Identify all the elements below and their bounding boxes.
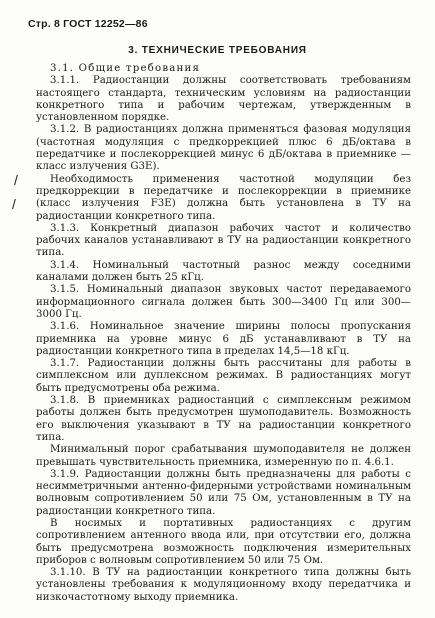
paragraph: 3.1.9. Радиостанции должны быть предназначены для работы с несимметричными антенно-фидерными устройствами номинальным волновым сопротивлением 50 или 75 Ом, установленным в ТУ на радиостанции конкретного типа. [36, 468, 411, 517]
margin-mark: / [12, 196, 16, 212]
paragraph: 3.1.3. Конкретный диапазон рабочих частот и количество рабочих каналов устанавливают в ТУ на радиостанции конкретного типа. [36, 222, 411, 259]
document-body [36, 63, 411, 604]
paragraph: Необходимость применения частотной модуляции без предкоррекции в передатчике и послекоррекции в приемнике (класс излучения F3E) должна быть установлена в ТУ на радиостанции конкретного типа. [36, 173, 411, 222]
paragraph: 3.1.5. Номинальный диапазон звуковых частот передаваемого информационного сигнала должен быть 300—3400 Гц или 300—3000 Гц. [36, 284, 411, 320]
subsection-heading: 3.1. Общие требования [50, 63, 201, 74]
page-header: Стр. 8 ГОСТ 12252—86 [28, 18, 148, 30]
paragraph: 3.1.2. В радиостанциях должна применяться фазовая модуляция (частотная модуляция с предкоррекцией плюс 6 дБ/октава в передатчике и послекоррекцией минус 6 дБ/октава в приемнике — класс излучения G3E). [36, 124, 411, 173]
section-title: 3. ТЕХНИЧЕСКИЕ ТРЕБОВАНИЯ [128, 45, 307, 56]
paragraph: 3.1.8. В приемниках радиостанций с симплексным режимом работы должен быть предусмотрен шумоподавитель. Возможность его выключения указывают в ТУ на радиостанции конкретного типа. [36, 395, 411, 443]
paragraph: В носимых и портативных радиостанциях с другим сопротивлением антенного ввода или, при отсутствии его, должна быть предусмотрена возможность подключения измерительных приборов с волновым сопротивлением 50 или 75 Ом. [36, 517, 411, 566]
paragraph: Минимальный порог срабатывания шумоподавителя не должен превышать чувствительность приемника, измеренную по п. 4.6.1. [36, 444, 411, 468]
paragraph: 3.1.4. Номинальный частотный разнос между соседними каналами должен быть 25 кГц. [36, 259, 411, 284]
paragraph: 3.1.1. Радиостанции должны соответствовать требованиям настоящего стандарта, техническим условиям на радиостанции конкретного типа и рабочим чертежам, утвержденным в установленном порядке. [36, 75, 411, 124]
margin-mark: / [14, 172, 18, 188]
paragraph: 3.1.6. Номинальное значение ширины полосы пропускания приемника на уровне минус 6 дБ устанавливают в ТУ на радиостанции конкретного типа в пределах 14,5—18 кГц. [36, 321, 411, 357]
paragraph: 3.1.7. Радиостанции должны быть рассчитаны для работы в симплексном или дуплексном режимах. В радиостанциях могут быть предусмотрены оба режима. [36, 358, 411, 394]
paragraph: 3.1.10. В ТУ на радиостанции конкретного типа должны быть установлены требования к модуляционному входу передатчика и низкочастотному выходу приемника. [36, 567, 411, 603]
